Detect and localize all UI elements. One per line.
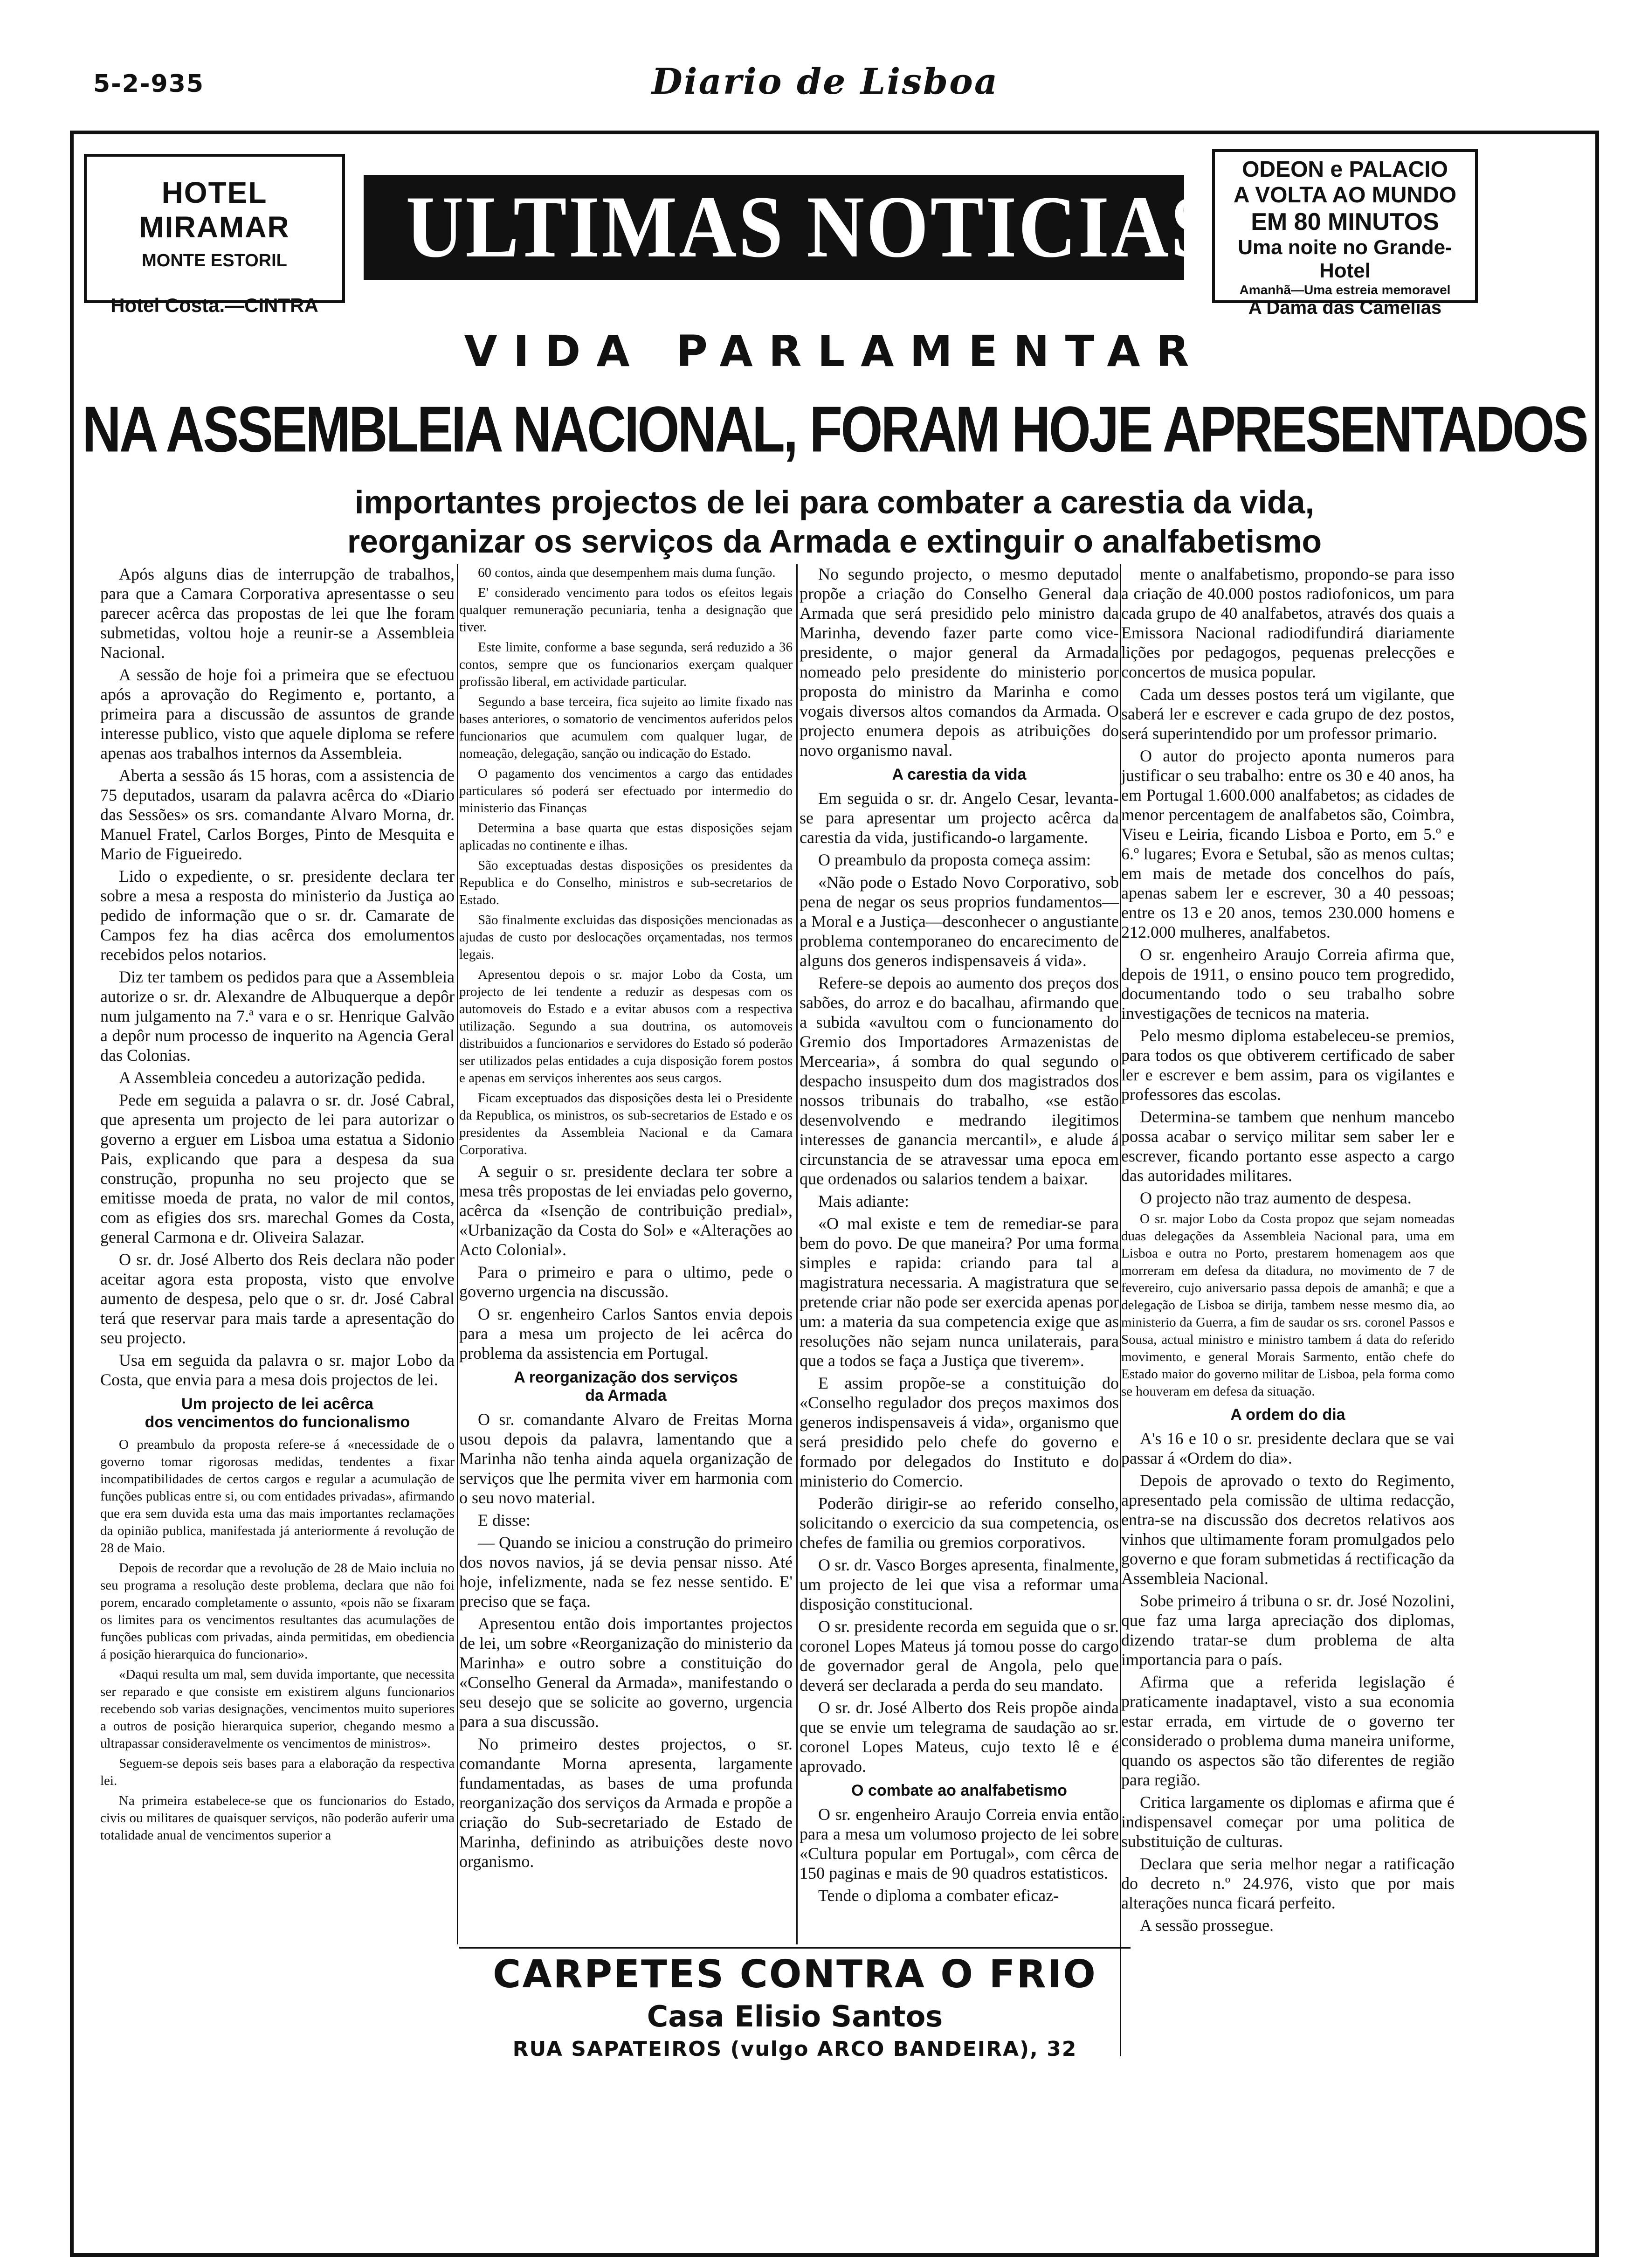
paragraph: O autor do projecto aponta numeros para justificar o seu trabalho: entre os 30 e 40 anos, ha em Portugal 1.600.000 analfabetos; as cidades de menor percentagem de analfabetos são, Coimbra, Viseu e Leiria, ficando Lisboa e Porto, em 5.º e 6.º lugares; Evora e Setubal, são as menos cultas; em mais de metade dos concelhos do país, apenas sabem ler e escrever, 30 a 40 pessoas; entre os 13 e 20 anos, temos 230.000 homens e 212.000 mulheres, analfabetos. bbox=[1121, 747, 1455, 941]
cinema-ad-film-2: EM 80 MINUTOS bbox=[1251, 208, 1439, 235]
paragraph: São finalmente excluidas das disposições mencionadas as ajudas de custo por deslocações orçamentadas, nos termos legais. bbox=[459, 913, 793, 962]
carpets-ad-title: CARPETES CONTRA O FRIO bbox=[493, 1952, 1097, 1997]
paragraph: Na primeira estabelece-se que os funcionarios do Estado, civis ou militares de quaisquer serviços, não poderão auferir uma totalidade anual de vencimentos superior a bbox=[100, 1793, 455, 1843]
paragraph: Para o primeiro e para o ultimo, pede o governo urgencia na discussão. bbox=[459, 1263, 793, 1301]
column-rule bbox=[796, 564, 798, 1944]
paragraph: Usa em seguida da palavra o sr. major Lobo da Costa, que envia para a mesa dois projectos de lei. bbox=[100, 1351, 455, 1389]
paragraph: O sr. dr. José Alberto dos Reis propõe ainda que se envie um telegrama de saudação ao sr. coronel Lopes Mateus, cujo texto lê e é aprovado. bbox=[800, 1698, 1119, 1776]
paragraph: «Não pode o Estado Novo Corporativo, sob pena de negar os seus proprios fundamentos—a Moral e a Justiça—desconhecer o angustiante problema contemporaneo do encarecimento de alguns dos generos indispensaveis á vida». bbox=[800, 873, 1119, 970]
hotel-ad-name: HOTEL MIRAMAR bbox=[139, 176, 290, 244]
paragraph: A Assembleia concedeu a autorização pedida. bbox=[119, 1068, 426, 1087]
hotel-ad-second: Hotel Costa.—CINTRA bbox=[110, 294, 318, 316]
paragraph: «Daqui resulta um mal, sem duvida importante, que necessita ser reparado e que consiste em existirem alguns funcionarios recebendo sob varias designações, vencimentos muito superiores a outros de posição hierarquica superior, chegando mesmo a ultrapassar consideravelmente os vencimentos de ministros». bbox=[100, 1667, 455, 1751]
paragraph: Determina-se tambem que nenhum mancebo possa acabar o serviço militar sem saber ler e escrever, ficando portanto esse aspecto a cargo das autoridades militares. bbox=[1121, 1107, 1455, 1185]
section-title: VIDA PARLAMENTAR bbox=[464, 326, 1205, 376]
paragraph: Seguem-se depois seis bases para a elaboração da respectiva lei. bbox=[100, 1756, 455, 1788]
paragraph: Poderão dirigir-se ao referido conselho, solicitando o exercicio da sua competencia, os chefes de familia ou gremios corporativos. bbox=[800, 1494, 1119, 1552]
subheading: A ordem do dia bbox=[1230, 1406, 1345, 1424]
paragraph: No primeiro destes projectos, o sr. comandante Morna apresenta, largamente fundamentadas, as bases de uma profunda reorganização dos serviços da Armada e propõe a criação do Sub-secretariado de Estado de Marinha, definindo as atribuições deste novo organismo. bbox=[459, 1735, 793, 1871]
paragraph: Mais adiante: bbox=[818, 1192, 909, 1210]
cinema-ad-venue: ODEON e PALACIO bbox=[1242, 157, 1448, 182]
paragraph: O sr. comandante Alvaro de Freitas Morna usou depois da palavra, lamentando que a Marinha não tenha ainda aquela organização de serviços que lhe permita viver em harmonia com o seu novo material. bbox=[459, 1410, 793, 1507]
banner-ultimas-noticias: ULTIMAS NOTICIAS bbox=[364, 175, 1184, 280]
paragraph: São exceptuadas destas disposições os presidentes da Republica e do Conselho, ministros e sub-secretarios de Estado. bbox=[459, 858, 793, 907]
paragraph: «O mal existe e tem de remediar-se para bem do povo. De que maneira? Por uma forma simples e rapida: criando para tal a magistratura necessaria. A magistratura que se pretende criar não pode ser exercida apenas por um: a materia da sua competencia exige que as resoluções não sejam nunca unilaterais, para que a todos se faça a Justiça que tiverem». bbox=[800, 1214, 1119, 1370]
paragraph: O pagamento dos vencimentos a cargo das entidades particulares só poderá ser efectuado por intermedio do ministerio das Finanças bbox=[459, 766, 793, 816]
paragraph: E' considerado vencimento para todos os efeitos legais qualquer remuneração pecuniaria, tenha a designação que tiver. bbox=[459, 585, 793, 635]
paragraph: Após alguns dias de interrupção de trabalhos, para que a Camara Corporativa apresentasse o seu parecer acêrca das propostas de lei que lhe foram submetidas, voltou hoje a reunir-se a Assembleia Nacional. bbox=[100, 565, 455, 662]
paragraph: O sr. engenheiro Carlos Santos envia depois para a mesa um projecto de lei acêrca do problema da assistencia em Portugal. bbox=[459, 1305, 793, 1362]
paragraph: Refere-se depois ao aumento dos preços dos sabões, do arroz e do bacalhau, afirmando que a subida «avultou com o funcionamento do Gremio dos Importadores Armazenistas de Mercearia», á sombra do qual segundo o despacho insuspeito dum dos magistrados dos nossos tribunais do trabalho, «se estão desenvolvendo e medrando ilegitimos interesses de ganancia mercantil», e alude á circunstancia de se atravessar uma epoca em que ordenados ou salarios tendem a baixar. bbox=[800, 974, 1119, 1188]
paragraph: Determina a base quarta que estas disposições sejam aplicadas no continente e ilhas. bbox=[459, 821, 793, 853]
paragraph: Lido o expediente, o sr. presidente declara ter sobre a mesa a resposta do ministerio da Justiça ao pedido de informação que o sr. dr. Camarate de Campos fez ha dias acêrca dos emolumentos recebidos pelos notarios. bbox=[100, 867, 455, 964]
paragraph: No segundo projecto, o mesmo deputado propõe a criação do Conselho General da Armada que será presidido pelo ministro da Marinha, devendo fazer parte como vice-presidente, o major general da Armada nomeado pelo presidente do ministerio por proposta do ministro da Marinha e como vogais diversos altos comandos da Armada. O projecto enumera depois as atribuições do novo organismo naval. bbox=[800, 565, 1119, 760]
paragraph: Este limite, conforme a base segunda, será reduzido a 36 contos, sempre que os funcionarios exerçam qualquer profissão liberal, em actividade particular. bbox=[459, 640, 793, 689]
paragraph: Depois de recordar que a revolução de 28 de Maio incluia no seu programa a resolução deste problema, declara que não foi porem, encarado completamente o assunto, «pois não se fixaram os limites para os vencimentos resultantes das acumulações de funções publicas com privadas, ainda permitidas, em obediencia á posição hierarquica do funcionario». bbox=[100, 1561, 455, 1662]
subheadline-line-2: reorganizar os serviços da Armada e extinguir o analfabetismo bbox=[347, 523, 1322, 560]
cinema-ad-film-3: Uma noite no Grande-Hotel bbox=[1238, 236, 1452, 282]
subheading-line: da Armada bbox=[585, 1387, 667, 1404]
hotel-ad-location: MONTE ESTORIL bbox=[142, 251, 287, 270]
paragraph: O preambulo da proposta refere-se á «necessidade de o governo tomar rigorosas medidas, tendentes a fixar incompatibilidades de certos cargos e regular a acumulação de funções publicas entre si, ou com entidades privadas», afirmando que era sem duvida esta uma das mais importantes reclamações da opinião publica, manifestada já anteriormente á revolução de 28 de Maio. bbox=[100, 1437, 455, 1556]
paragraph: Depois de aprovado o texto do Regimento, apresentado pela comissão de ultima redacção, entra-se na discussão dos decretos relativos aos vinhos que ultimamente foram promulgados pelo governo e que foram submetidas á rectificação da Assembleia Nacional. bbox=[1121, 1471, 1455, 1588]
subheading: A carestia da vida bbox=[892, 766, 1027, 783]
paragraph: A sessão prossegue. bbox=[1140, 1916, 1274, 1935]
subheading-line: Um projecto de lei acêrca bbox=[181, 1395, 373, 1413]
paragraph: Sobe primeiro á tribuna o sr. dr. José Nozolini, que faz uma larga apreciação dos diplomas, dizendo tratar-se dum problema de alta importancia para o país. bbox=[1121, 1591, 1455, 1669]
subheading bbox=[459, 1369, 793, 1405]
paragraph: Pede em seguida a palavra o sr. dr. José Cabral, que apresenta um projecto de lei para autorizar o governo a erguer em Lisboa uma estatua a Sidonio Pais, explicando que para a despesa da sua construção, propunha no seu projecto que se emitisse moeda de prata, no valor de mil contos, com as efigies dos srs. marechal Gomes da Costa, general Carmona e dr. Oliveira Salazar. bbox=[100, 1091, 455, 1246]
column-1 bbox=[100, 564, 455, 1847]
paragraph: A seguir o sr. presidente declara ter sobre a mesa três propostas de lei enviadas pelo governo, acêrca da «Isenção de contribuição predial», «Urbanização da Costa do Sol» e «Alterações ao Acto Colonial». bbox=[459, 1162, 793, 1259]
paragraph: Pelo mesmo diploma estabeleceu-se premios, para todos os que obtiverem certificado de saber ler e escrever e bem assim, para os vigilantes e professores das escolas. bbox=[1121, 1026, 1455, 1104]
paragraph: A sessão de hoje foi a primeira que se efectuou após a aprovação do Regimento e, portanto, a primeira para a discussão de assuntos de grande interesse publico, visto que aquele diploma se refere apenas aos trabalhos internos da Assembleia. bbox=[100, 665, 455, 762]
subheadline bbox=[79, 483, 1590, 561]
paragraph: Apresentou depois o sr. major Lobo da Costa, um projecto de lei tendente a reduzir as despesas com os automoveis do Estado e a evitar abusos com a respectiva utilização. Segundo a sua doutrina, os automoveis distribuidos a funcionarios e servidores do Estado só poderão ser utilizados pelas entidades a cuja disposição forem postos e apenas em serviços inherentes aos seus cargos. bbox=[459, 967, 793, 1086]
carpets-ad-address: RUA SAPATEIROS (vulgo ARCO BANDEIRA), 32 bbox=[512, 2037, 1077, 2061]
subheading-line: A reorganização dos serviços bbox=[514, 1369, 738, 1386]
subheadline-line-1: importantes projectos de lei para combater a carestia da vida, bbox=[355, 484, 1314, 520]
paragraph: O sr. engenheiro Araujo Correia envia então para a mesa um volumoso projecto de lei sobre «Cultura popular em Portugal», com cêrca de 150 paginas e mais de 90 quadros estatisticos. bbox=[800, 1805, 1119, 1882]
column-rule bbox=[457, 564, 458, 1944]
paragraph: Segundo a base terceira, fica sujeito ao limite fixado nas bases anteriores, o somatorio de vencimentos auferidos pelos funcionarios que acumulem com qualquer lugar, de nomeação, delegação, sanção ou indicação do Estado. bbox=[459, 694, 793, 761]
paragraph: O projecto não traz aumento de despesa. bbox=[1140, 1189, 1412, 1207]
subheading: O combate ao analfabetismo bbox=[851, 1782, 1067, 1799]
column-3 bbox=[800, 564, 1119, 1908]
paragraph: Aberta a sessão ás 15 horas, com a assistencia de 75 deputados, usaram da palavra acêrca do «Diario das Sessões» os srs. comandante Alvaro Morna, dr. Manuel Fratel, Carlos Borges, Pinto de Mesquita e Mario de Figueiredo. bbox=[100, 766, 455, 863]
paragraph: Apresentou então dois importantes projectos de lei, um sobre «Reorganização do ministerio da Marinha» e outro sobre a constituição do «Conselho General da Armada», manifestando o seu desejo que se solicite ao governo, urgencia para a sua discussão. bbox=[459, 1614, 793, 1731]
headline: NA ASSEMBLEIA NACIONAL, FORAM HOJE APRESENTADOS bbox=[82, 393, 1587, 466]
paragraph: O sr. dr. José Alberto dos Reis declara não poder aceitar agora esta proposta, visto que envolve aumento de despesa, pelo que o sr. dr. José Cabral terá que reservar para mais tarde a apresentação do seu projecto. bbox=[100, 1250, 455, 1347]
paragraph: 60 contos, ainda que desempenhem mais duma função. bbox=[478, 565, 776, 580]
subheading bbox=[100, 1395, 455, 1431]
paragraph: O sr. presidente recorda em seguida que o sr. coronel Lopes Mateus já tomou posse do cargo de governador geral de Angola, pelo que deverá ser declarada a perda do seu mandato. bbox=[800, 1617, 1119, 1694]
paragraph: O sr. engenheiro Araujo Correia afirma que, depois de 1911, o ensino pouco tem progredido, documentando todo o seu trabalho sobre investigações de tecnicos na materia. bbox=[1121, 945, 1455, 1023]
cinema-ad-film-4: A Dama das Camelias bbox=[1248, 297, 1442, 318]
subheading-line: dos vencimentos do funcionalismo bbox=[145, 1413, 410, 1431]
paragraph: mente o analfabetismo, propondo-se para isso a criação de 40.000 postos radiofonicos, um para cada grupo de 40 analfabetos, através dos quais a Emissora Nacional radiodifundirá diariamente lições por pedagogos, pequenas prelecções e concertos de musica popular. bbox=[1121, 565, 1455, 681]
paragraph: Em seguida o sr. dr. Angelo Cesar, levanta-se para apresentar um projecto acêrca da carestia da vida, justificando-o largamente. bbox=[800, 789, 1119, 847]
paragraph: A's 16 e 10 o sr. presidente declara que se vai passar á «Ordem do dia». bbox=[1121, 1429, 1455, 1467]
cinema-ad-note: Amanhã—Uma estreia memoravel bbox=[1239, 283, 1451, 297]
paragraph: O sr. major Lobo da Costa propoz que sejam nomeadas duas delegações da Assembleia Nacional para, uma em Lisboa e outra no Porto, prestarem homenagem aos que morreram em defesa da ditadura, no movimento de 7 de fevereiro, cujo aniversario passa depois de amanhã; e que a delegação de Lisboa se dirija, tambem nesse mesmo dia, ao ministerio da Guerra, a fim de saudar os srs. coronel Passos e Sousa, actual ministro e ministro tambem á data do referido movimento, e general Morais Sarmento, então chefe do Estado maior do governo militar de Lisboa, pela forma como se houveram em defesa da situação. bbox=[1121, 1211, 1455, 1399]
cinema-ad bbox=[1212, 149, 1478, 318]
carpets-ad-shop: Casa Elisio Santos bbox=[647, 1999, 943, 2033]
paragraph: Critica largamente os diplomas e afirma que é indispensavel começar por uma politica de substituição de culturas. bbox=[1121, 1793, 1455, 1851]
paragraph: — Quando se iniciou a construção do primeiro dos novos navios, já se devia pensar nisso. Até hoje, infelizmente, nada se fez nesse sentido. E' preciso que se faça. bbox=[459, 1533, 793, 1611]
paragraph: E disse: bbox=[478, 1511, 531, 1529]
masthead: Diario de Lisboa bbox=[651, 61, 999, 102]
paragraph: Tende o diploma a combater eficaz- bbox=[818, 1886, 1059, 1905]
hotel-ad bbox=[84, 154, 345, 316]
paragraph: Diz ter tambem os pedidos para que a Assembleia autorize o sr. dr. Alexandre de Albuquerque a depôr num julgamento na 7.ª vara e o sr. Henrique Galvão a depôr num processo de inquerito na Agencia Geral das Colonias. bbox=[100, 968, 455, 1065]
paragraph: O sr. dr. Vasco Borges apresenta, finalmente, um projecto de lei que visa a reformar uma disposição constitucional. bbox=[800, 1556, 1119, 1613]
page-date: 5-2-935 bbox=[93, 70, 205, 98]
paragraph: Cada um desses postos terá um vigilante, que saberá ler e escrever e cada grupo de dez postos, será superintendido por um professor primario. bbox=[1121, 685, 1455, 743]
column-2 bbox=[459, 564, 793, 1874]
paragraph: O preambulo da proposta começa assim: bbox=[818, 850, 1091, 869]
cinema-ad-film: A VOLTA AO MUNDO bbox=[1233, 183, 1457, 207]
carpets-ad bbox=[459, 1947, 1131, 2074]
paragraph: Afirma que a referida legislação é praticamente inadaptavel, visto a sua economia estar errada, em virtude de o governo ter considerado o problema duma maneira uniforme, quando os aspectos são tão diferentes de região para região. bbox=[1121, 1673, 1455, 1789]
paragraph: E assim propõe-se a constituição do «Conselho regulador dos preços maximos dos generos indispensaveis á vida», organismo que será presidido pelo chefe do governo e formado por delegados do Instituto e do ministerio do Comercio. bbox=[800, 1374, 1119, 1490]
column-rule bbox=[1120, 564, 1121, 2056]
paragraph: Declara que seria melhor negar a ratificação do decreto n.º 24.976, visto que por mais alterações nunca ficará perfeito. bbox=[1121, 1854, 1455, 1912]
column-4 bbox=[1121, 564, 1455, 1938]
paragraph: Ficam exceptuados das disposições desta lei o Presidente da Republica, os ministros, os sub-secretarios de Estado e os presidentes da Assembleia Nacional e da Camara Corporativa. bbox=[459, 1091, 793, 1157]
